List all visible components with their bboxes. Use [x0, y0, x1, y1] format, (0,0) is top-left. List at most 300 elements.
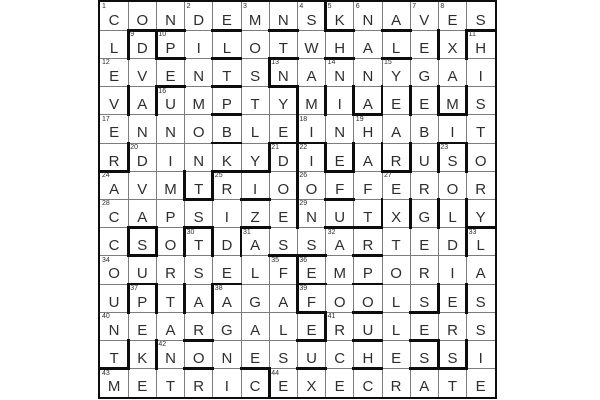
grid-cell[interactable] [100, 369, 128, 397]
cell-letter: C [249, 378, 261, 396]
grid-cell[interactable] [185, 340, 213, 368]
cell-letter: E [165, 68, 176, 86]
grid-cell[interactable] [354, 143, 382, 171]
grid-cell[interactable] [467, 30, 495, 58]
cell-letter: A [278, 293, 289, 311]
grid-cell[interactable] [156, 256, 184, 284]
grid-cell[interactable] [100, 87, 128, 115]
cell-letter: R [362, 237, 374, 255]
grid-cell[interactable] [100, 228, 128, 256]
cell-letter: G [221, 321, 233, 339]
grid-cell[interactable] [241, 312, 269, 340]
grid-cell[interactable] [438, 228, 466, 256]
grid-cell[interactable] [354, 30, 382, 58]
grid-cell[interactable] [213, 199, 241, 227]
grid-cell[interactable] [128, 30, 156, 58]
grid-cell[interactable] [297, 369, 325, 397]
grid-cell[interactable] [185, 369, 213, 397]
cell-letter: V [137, 68, 148, 86]
grid-cell[interactable] [156, 87, 184, 115]
cell-letter: Z [250, 209, 260, 227]
clue-number: 19 [355, 115, 364, 123]
grid-cell[interactable] [382, 199, 410, 227]
grid-cell[interactable] [100, 284, 128, 312]
cell-letter: R [193, 321, 205, 339]
clue-number: 38 [214, 285, 223, 292]
grid-cell[interactable] [156, 340, 184, 368]
grid-cell[interactable] [410, 256, 438, 284]
grid-cell[interactable] [326, 312, 354, 340]
cell-letter: E [250, 350, 261, 368]
clue-number: 5 [327, 3, 332, 10]
cell-letter: A [391, 124, 402, 142]
grid-cell[interactable] [185, 228, 213, 256]
grid-cell[interactable] [128, 228, 156, 256]
grid-cell[interactable] [467, 228, 495, 256]
grid-cell[interactable] [326, 199, 354, 227]
cell-letter: E [447, 11, 458, 29]
grid-cell[interactable] [128, 284, 156, 312]
cell-letter: S [278, 237, 289, 255]
grid-cell[interactable] [213, 115, 241, 143]
grid-cell[interactable] [467, 2, 495, 30]
grid-cell[interactable] [241, 2, 269, 30]
grid-cell[interactable] [382, 30, 410, 58]
grid-cell[interactable] [269, 2, 297, 30]
grid-cell[interactable] [297, 115, 325, 143]
grid-cell[interactable] [297, 58, 325, 86]
grid-cell[interactable] [382, 171, 410, 199]
cell-letter: E [137, 378, 148, 396]
grid-cell[interactable] [269, 256, 297, 284]
clue-number: 17 [102, 115, 110, 123]
grid-cell[interactable] [354, 340, 382, 368]
grid-cell[interactable] [213, 87, 241, 115]
grid-cell[interactable] [128, 199, 156, 227]
cell-letter: F [363, 180, 373, 198]
grid-cell[interactable] [185, 115, 213, 143]
cell-letter: B [221, 124, 232, 142]
grid-cell[interactable] [128, 58, 156, 86]
grid-cell[interactable] [241, 199, 269, 227]
grid-cell[interactable] [297, 30, 325, 58]
cell-letter: W [304, 39, 319, 57]
grid-cell[interactable] [269, 115, 297, 143]
grid-cell[interactable] [128, 87, 156, 115]
cell-letter: P [137, 293, 148, 311]
grid-cell[interactable] [467, 58, 495, 86]
cell-letter: N [165, 350, 176, 368]
cell-letter: U [334, 209, 346, 227]
cell-letter: L [448, 209, 457, 227]
grid-cell[interactable] [467, 87, 495, 115]
cell-letter: I [224, 209, 229, 227]
grid-cell[interactable] [438, 87, 466, 115]
grid-cell[interactable] [213, 340, 241, 368]
clue-number: 34 [102, 256, 110, 264]
grid-cell[interactable] [410, 115, 438, 143]
grid-cell[interactable] [438, 30, 466, 58]
cell-letter: F [278, 265, 288, 283]
grid-cell[interactable] [213, 143, 241, 171]
grid-cell[interactable] [100, 312, 128, 340]
cell-letter: H [362, 124, 374, 142]
grid-cell[interactable] [185, 87, 213, 115]
grid-cell[interactable] [269, 30, 297, 58]
grid-cell[interactable] [410, 228, 438, 256]
grid-cell[interactable] [185, 30, 213, 58]
cell-letter: R [418, 265, 430, 283]
grid-cell[interactable] [213, 256, 241, 284]
grid-cell[interactable] [354, 228, 382, 256]
grid-cell[interactable] [354, 369, 382, 397]
cell-letter: H [334, 39, 346, 57]
cell-letter: V [137, 180, 148, 198]
clue-number: 35 [271, 256, 279, 264]
grid-cell[interactable] [213, 58, 241, 86]
grid-cell[interactable] [410, 30, 438, 58]
cell-letter: F [335, 180, 345, 198]
cell-letter: L [109, 39, 119, 57]
cell-letter: I [196, 39, 201, 57]
grid-cell[interactable] [467, 143, 495, 171]
cell-letter: T [391, 237, 401, 255]
grid-cell[interactable] [128, 340, 156, 368]
grid-cell[interactable] [156, 2, 184, 30]
cell-letter: E [391, 350, 402, 368]
cell-letter: R [418, 180, 430, 198]
grid-cell[interactable] [185, 284, 213, 312]
grid-cell[interactable] [156, 284, 184, 312]
grid-cell[interactable] [241, 340, 269, 368]
grid-cell[interactable] [100, 171, 128, 199]
cell-letter: S [447, 350, 458, 368]
grid-cell[interactable] [128, 115, 156, 143]
grid-cell[interactable] [467, 312, 495, 340]
grid-cell[interactable] [241, 369, 269, 397]
grid-cell[interactable] [100, 115, 128, 143]
grid-cell[interactable] [438, 369, 466, 397]
grid-cell[interactable] [241, 115, 269, 143]
grid-cell[interactable] [156, 312, 184, 340]
grid-cell[interactable] [382, 340, 410, 368]
clue-number: 42 [158, 341, 167, 349]
grid-cell[interactable] [326, 30, 354, 58]
grid-cell[interactable] [467, 369, 495, 397]
grid-cell[interactable] [241, 228, 269, 256]
grid-cell[interactable] [213, 284, 241, 312]
grid-cell[interactable] [269, 58, 297, 86]
grid-cell[interactable] [241, 143, 269, 171]
grid-cell[interactable] [410, 284, 438, 312]
grid-cell[interactable] [269, 199, 297, 227]
cell-letter: L [391, 39, 401, 57]
grid-cell[interactable] [410, 171, 438, 199]
cell-letter: Y [391, 68, 402, 86]
cell-letter: T [250, 96, 260, 114]
grid-cell[interactable] [326, 143, 354, 171]
grid-cell[interactable] [382, 228, 410, 256]
grid-cell[interactable] [326, 228, 354, 256]
cell-letter: B [419, 124, 430, 142]
grid-cell[interactable] [297, 143, 325, 171]
grid-cell[interactable] [213, 228, 241, 256]
grid-cell[interactable] [100, 30, 128, 58]
cell-letter: M [333, 265, 346, 283]
cell-letter: I [224, 378, 229, 396]
grid-cell[interactable] [156, 115, 184, 143]
grid-cell[interactable] [326, 284, 354, 312]
cell-letter: L [476, 237, 485, 255]
grid-cell[interactable] [382, 2, 410, 30]
grid-cell[interactable] [156, 143, 184, 171]
grid-cell[interactable] [128, 143, 156, 171]
cell-letter: X [391, 209, 402, 227]
grid-cell[interactable] [185, 256, 213, 284]
clue-number: 4 [299, 3, 304, 10]
cell-letter: T [194, 237, 204, 255]
cell-letter: C [108, 209, 120, 227]
cell-letter: I [478, 68, 483, 86]
clue-number: 26 [299, 172, 308, 180]
grid-cell[interactable] [382, 115, 410, 143]
cell-letter: A [362, 96, 373, 114]
grid-cell[interactable] [156, 171, 184, 199]
cell-letter: R [447, 321, 458, 339]
cell-letter: D [277, 152, 289, 170]
cell-letter: G [418, 209, 431, 227]
grid-cell[interactable] [297, 87, 325, 115]
grid-cell[interactable] [354, 87, 382, 115]
cell-letter: L [250, 265, 260, 283]
grid-cell[interactable] [410, 312, 438, 340]
grid-cell[interactable] [213, 369, 241, 397]
cell-letter: S [419, 350, 430, 368]
grid-cell[interactable] [185, 199, 213, 227]
cell-letter: N [193, 68, 205, 86]
grid-cell[interactable] [297, 284, 325, 312]
grid-cell[interactable] [410, 340, 438, 368]
grid-cell[interactable] [213, 30, 241, 58]
cell-letter: M [192, 96, 205, 114]
grid-cell[interactable] [438, 115, 466, 143]
grid-cell[interactable] [156, 30, 184, 58]
cell-letter: E [391, 180, 402, 198]
grid-cell[interactable] [467, 115, 495, 143]
cell-letter: C [108, 237, 120, 255]
grid-cell[interactable] [410, 369, 438, 397]
cell-letter: N [108, 321, 120, 339]
grid-cell[interactable] [467, 171, 495, 199]
grid-cell[interactable] [269, 171, 297, 199]
grid-cell[interactable] [438, 284, 466, 312]
grid-cell[interactable] [213, 2, 241, 30]
cell-letter: A [137, 96, 148, 114]
grid-cell[interactable] [382, 369, 410, 397]
grid-cell[interactable] [438, 58, 466, 86]
grid-cell[interactable] [297, 199, 325, 227]
grid-cell[interactable] [128, 256, 156, 284]
grid-cell[interactable] [382, 58, 410, 86]
grid-cell[interactable] [326, 256, 354, 284]
grid-cell[interactable] [297, 256, 325, 284]
clue-number: 13 [271, 59, 279, 67]
grid-cell[interactable] [467, 199, 495, 227]
grid-cell[interactable] [100, 340, 128, 368]
clue-number: 25 [214, 172, 223, 180]
grid-cell[interactable] [326, 87, 354, 115]
grid-cell[interactable] [297, 340, 325, 368]
grid-cell[interactable] [410, 87, 438, 115]
clue-number: 43 [102, 369, 110, 377]
grid-cell[interactable] [438, 2, 466, 30]
grid-cell[interactable] [438, 171, 466, 199]
grid-cell[interactable] [438, 312, 466, 340]
grid-cell[interactable] [269, 87, 297, 115]
cell-letter: O [446, 180, 459, 198]
grid-cell[interactable] [354, 2, 382, 30]
grid-cell[interactable] [100, 256, 128, 284]
grid-cell[interactable] [410, 143, 438, 171]
grid-cell[interactable] [128, 369, 156, 397]
grid-cell[interactable] [241, 256, 269, 284]
grid-cell[interactable] [354, 171, 382, 199]
grid-cell[interactable] [128, 2, 156, 30]
cell-letter: D [136, 152, 148, 170]
grid-cell[interactable] [354, 58, 382, 86]
cell-letter: E [419, 237, 430, 255]
grid-cell[interactable] [269, 369, 297, 397]
grid-cell[interactable] [354, 199, 382, 227]
cell-letter: S [447, 152, 458, 170]
cell-letter: U [418, 152, 430, 170]
grid-cell[interactable] [467, 284, 495, 312]
clue-number: 29 [299, 200, 308, 208]
grid-cell[interactable] [354, 284, 382, 312]
clue-number: 12 [102, 59, 110, 67]
grid-cell[interactable] [326, 115, 354, 143]
grid-cell[interactable] [100, 58, 128, 86]
grid-cell[interactable] [382, 87, 410, 115]
cell-letter: T [447, 378, 458, 396]
grid-cell[interactable] [269, 143, 297, 171]
grid-cell[interactable] [410, 58, 438, 86]
cell-letter: N [334, 68, 346, 86]
grid-cell[interactable] [241, 58, 269, 86]
grid-cell[interactable] [128, 312, 156, 340]
cell-letter: E [137, 321, 148, 339]
grid-cell[interactable] [100, 143, 128, 171]
grid-cell[interactable] [382, 256, 410, 284]
clue-number: 37 [130, 285, 138, 292]
grid-cell[interactable] [354, 115, 382, 143]
grid-cell[interactable] [382, 284, 410, 312]
grid-cell[interactable] [269, 340, 297, 368]
grid-cell[interactable] [241, 30, 269, 58]
cell-letter: N [362, 11, 374, 29]
grid-cell[interactable] [156, 199, 184, 227]
cell-letter: T [222, 68, 232, 86]
cell-letter: T [165, 378, 176, 396]
grid-cell[interactable] [241, 284, 269, 312]
grid-cell[interactable] [297, 312, 325, 340]
grid-cell[interactable] [354, 312, 382, 340]
grid-cell[interactable] [326, 58, 354, 86]
cell-letter: A [362, 152, 373, 170]
grid-cell[interactable] [156, 369, 184, 397]
cell-letter: E [391, 96, 402, 114]
grid-cell[interactable] [326, 2, 354, 30]
cell-letter: S [475, 321, 486, 339]
cell-letter: P [165, 209, 176, 227]
cell-letter: P [165, 39, 176, 57]
cell-letter: O [305, 180, 318, 198]
cell-letter: K [221, 152, 232, 170]
grid-cell[interactable] [410, 2, 438, 30]
cell-letter: L [250, 124, 260, 142]
grid-cell[interactable] [438, 143, 466, 171]
grid-cell[interactable] [269, 228, 297, 256]
grid-cell[interactable] [382, 143, 410, 171]
grid-cell[interactable] [185, 143, 213, 171]
cell-letter: F [306, 293, 317, 311]
clue-number: 30 [186, 228, 195, 236]
grid-cell[interactable] [241, 87, 269, 115]
grid-cell[interactable] [438, 199, 466, 227]
cell-letter: C [362, 378, 374, 396]
clue-number: 21 [271, 144, 279, 151]
grid-cell[interactable] [467, 340, 495, 368]
grid-cell[interactable] [297, 228, 325, 256]
cell-letter: R [221, 180, 233, 198]
clue-number: 3 [243, 3, 247, 10]
cell-letter: S [475, 11, 486, 29]
cell-letter: S [475, 293, 486, 311]
clue-number: 27 [384, 172, 392, 180]
grid-cell[interactable] [326, 369, 354, 397]
grid-cell[interactable] [438, 256, 466, 284]
grid-cell[interactable] [297, 2, 325, 30]
grid-cell[interactable] [241, 171, 269, 199]
cell-letter: S [193, 209, 204, 227]
grid-cell[interactable] [297, 171, 325, 199]
grid-cell[interactable] [410, 199, 438, 227]
grid-cell[interactable] [269, 284, 297, 312]
grid-cell[interactable] [156, 228, 184, 256]
grid-cell[interactable] [326, 340, 354, 368]
grid-cell[interactable] [100, 2, 128, 30]
cell-letter: A [165, 321, 176, 339]
cell-letter: D [193, 11, 205, 29]
grid-cell[interactable] [185, 171, 213, 199]
grid-cell[interactable] [100, 199, 128, 227]
grid-cell[interactable] [185, 312, 213, 340]
grid-cell[interactable] [269, 312, 297, 340]
grid-cell[interactable] [326, 171, 354, 199]
grid-cell[interactable] [213, 312, 241, 340]
cell-letter: E [109, 68, 120, 86]
grid-cell[interactable] [128, 171, 156, 199]
grid-cell[interactable] [382, 312, 410, 340]
grid-cell[interactable] [438, 340, 466, 368]
cell-letter: T [194, 180, 204, 198]
grid-cell[interactable] [156, 58, 184, 86]
grid-cell[interactable] [354, 256, 382, 284]
grid-cell[interactable] [185, 58, 213, 86]
grid-cell[interactable] [467, 256, 495, 284]
grid-cell[interactable] [185, 2, 213, 30]
grid-cell[interactable] [213, 171, 241, 199]
